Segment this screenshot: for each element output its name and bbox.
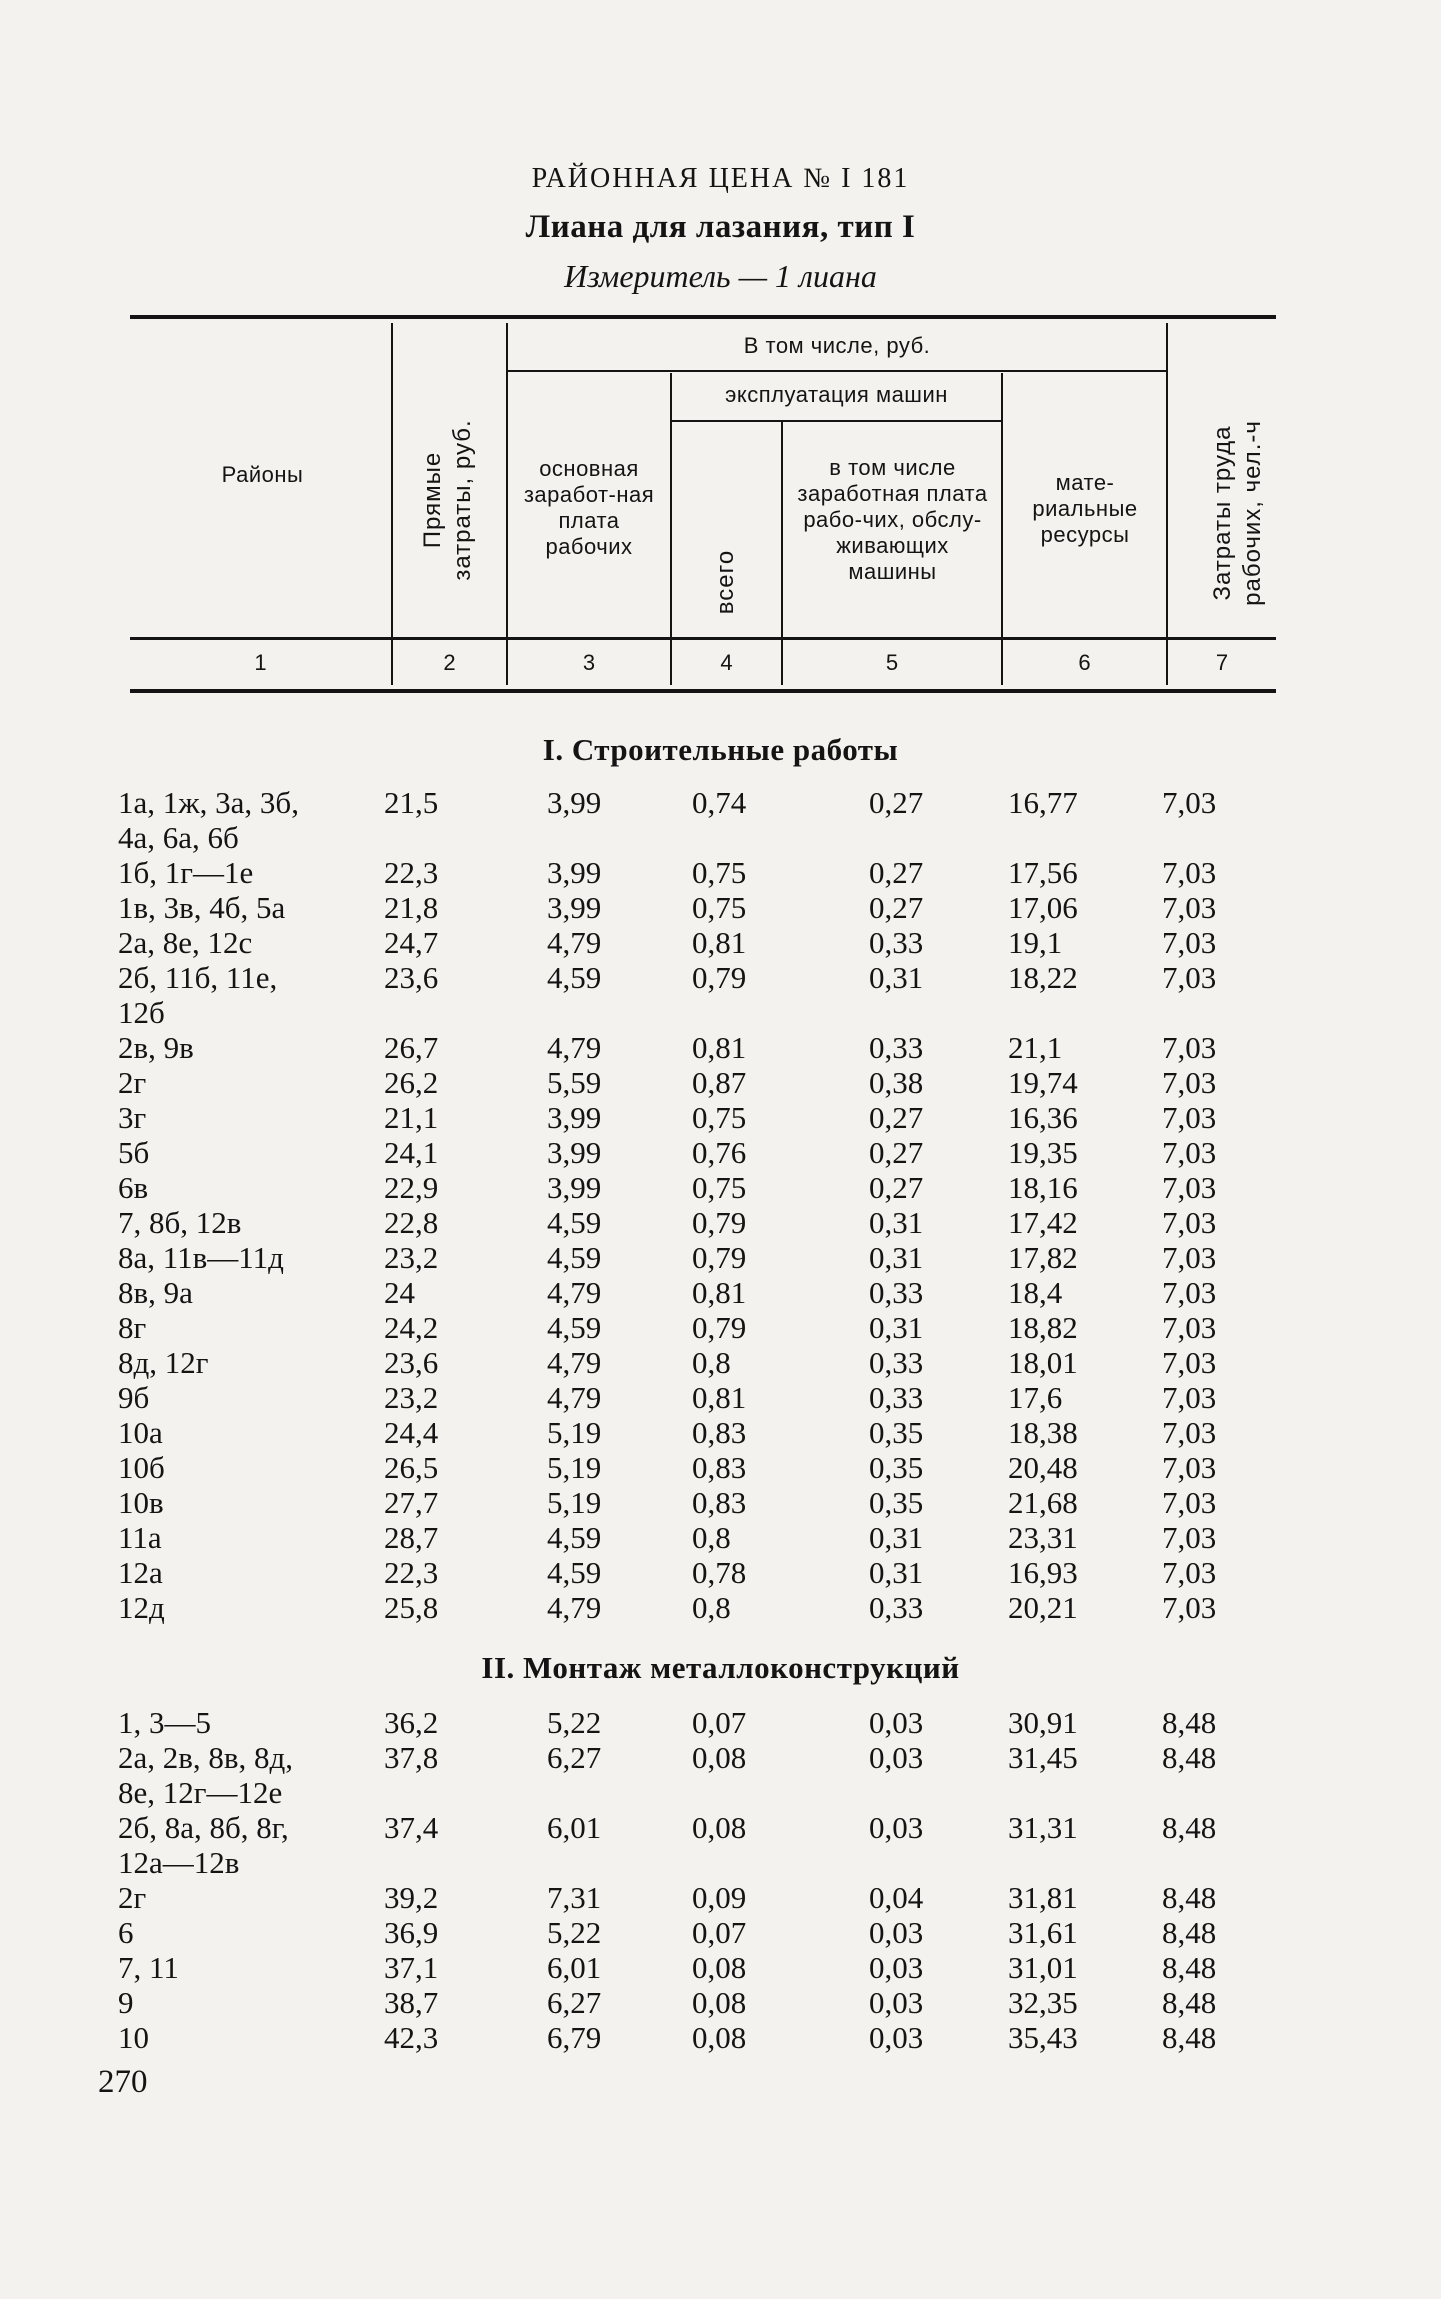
unit-of-measure: Измеритель — 1 лиана — [564, 258, 877, 294]
including-underline — [508, 370, 1166, 372]
direct-cell: 39,2 — [384, 1880, 439, 1915]
machines-underline — [672, 420, 1001, 422]
district-cell: 12д — [118, 1590, 165, 1625]
district-cell: 2б, 11б, 11е, — [118, 960, 278, 995]
labor-cell: 8,48 — [1162, 1880, 1217, 1915]
labor-cell: 8,48 — [1162, 2020, 1217, 2055]
table-row — [0, 960, 1441, 1030]
header-total: всего — [712, 549, 739, 615]
wages-cell: 6,01 — [547, 1810, 602, 1845]
direct-cell: 24,1 — [384, 1135, 439, 1170]
table-row — [0, 925, 1441, 960]
labor-cell: 7,03 — [1162, 1415, 1217, 1450]
direct-cell: 36,2 — [384, 1705, 439, 1740]
machines-cell: 0,08 — [692, 1985, 747, 2020]
machines-cell: 0,81 — [692, 1380, 747, 1415]
machines-cell: 0,75 — [692, 1170, 747, 1205]
column-number: 1 — [254, 650, 267, 675]
materials-cell: 23,31 — [1008, 1520, 1078, 1555]
table-row — [0, 1915, 1441, 1950]
labor-cell: 7,03 — [1162, 1310, 1217, 1345]
materials-cell: 19,35 — [1008, 1135, 1078, 1170]
district-cell-continued: 4а, 6а, 6б — [118, 820, 239, 855]
materials-cell: 17,82 — [1008, 1240, 1078, 1275]
machine-wages-cell: 0,27 — [869, 855, 924, 890]
materials-cell: 31,61 — [1008, 1915, 1078, 1950]
district-cell: 11а — [118, 1520, 162, 1555]
section-title: II. Монтаж металлоконструкций — [481, 1650, 960, 1685]
district-cell: 7, 8б, 12в — [118, 1205, 242, 1240]
labor-cell: 7,03 — [1162, 1240, 1217, 1275]
materials-cell: 31,81 — [1008, 1880, 1078, 1915]
district-cell: 9 — [118, 1985, 134, 2020]
district-cell: 3г — [118, 1100, 147, 1135]
materials-cell: 19,74 — [1008, 1065, 1078, 1100]
table-row — [0, 1100, 1441, 1135]
labor-cell: 7,03 — [1162, 1345, 1217, 1380]
machines-cell: 0,07 — [692, 1915, 747, 1950]
district-cell: 9б — [118, 1380, 150, 1415]
direct-cell: 38,7 — [384, 1985, 439, 2020]
materials-cell: 32,35 — [1008, 1985, 1078, 2020]
wages-cell: 4,59 — [547, 1240, 602, 1275]
wages-cell: 3,99 — [547, 1135, 602, 1170]
wages-cell: 4,79 — [547, 1030, 602, 1065]
district-cell: 1, 3—5 — [118, 1705, 211, 1740]
labor-cell: 7,03 — [1162, 1065, 1217, 1100]
col-divider-4 — [781, 420, 783, 685]
labor-cell: 7,03 — [1162, 1170, 1217, 1205]
labor-cell: 7,03 — [1162, 960, 1217, 995]
labor-cell: 7,03 — [1162, 1135, 1217, 1170]
district-cell: 8в, 9а — [118, 1275, 193, 1310]
district-cell: 2в, 9в — [118, 1030, 194, 1065]
labor-cell: 7,03 — [1162, 1590, 1217, 1625]
machines-cell: 0,08 — [692, 1810, 747, 1845]
header-labor: Затраты труда рабочих, чел.-ч — [1209, 420, 1266, 606]
district-cell: 10а — [118, 1415, 163, 1450]
direct-cell: 26,2 — [384, 1065, 439, 1100]
machine-wages-cell: 0,31 — [869, 1555, 924, 1590]
machine-wages-cell: 0,38 — [869, 1065, 924, 1100]
labor-cell: 7,03 — [1162, 1380, 1217, 1415]
direct-cell: 23,6 — [384, 960, 439, 995]
materials-cell: 18,16 — [1008, 1170, 1078, 1205]
district-cell: 1б, 1г—1е — [118, 855, 254, 890]
header-top-rule — [130, 315, 1276, 319]
wages-cell: 3,99 — [547, 1170, 602, 1205]
direct-cell: 24,2 — [384, 1310, 439, 1345]
col-divider-6 — [1166, 323, 1168, 685]
table-row — [0, 1985, 1441, 2020]
district-cell: 6 — [118, 1915, 134, 1950]
machines-cell: 0,75 — [692, 855, 747, 890]
machines-cell: 0,81 — [692, 1275, 747, 1310]
labor-cell: 7,03 — [1162, 1450, 1217, 1485]
table-row — [0, 1590, 1441, 1625]
district-cell: 1а, 1ж, 3а, 3б, — [118, 785, 299, 820]
materials-cell: 16,77 — [1008, 785, 1078, 820]
machines-cell: 0,79 — [692, 1310, 747, 1345]
machine-wages-cell: 0,03 — [869, 1740, 924, 1775]
machine-wages-cell: 0,35 — [869, 1485, 924, 1520]
district-cell: 10в — [118, 1485, 164, 1520]
district-cell: 8а, 11в—11д — [118, 1240, 284, 1275]
column-number: 5 — [885, 650, 899, 675]
machine-wages-cell: 0,03 — [869, 1915, 924, 1950]
machine-wages-cell: 0,31 — [869, 1310, 924, 1345]
direct-cell: 37,8 — [384, 1740, 439, 1775]
header-materials: мате-риальные ресурсы — [1032, 470, 1138, 547]
labor-cell: 7,03 — [1162, 1520, 1217, 1555]
table-row — [0, 1240, 1441, 1275]
machine-wages-cell: 0,03 — [869, 1985, 924, 2020]
direct-cell: 26,5 — [384, 1450, 439, 1485]
table-row — [0, 1950, 1441, 1985]
materials-cell: 31,45 — [1008, 1740, 1078, 1775]
header-districts: Районы — [221, 462, 304, 487]
column-number: 4 — [720, 650, 733, 675]
column-number: 3 — [582, 650, 596, 675]
district-cell-continued: 8е, 12г—12е — [118, 1775, 283, 1810]
wages-cell: 4,59 — [547, 1555, 602, 1590]
machine-wages-cell: 0,27 — [869, 1170, 924, 1205]
materials-cell: 17,6 — [1008, 1380, 1063, 1415]
table-row — [0, 1415, 1441, 1450]
district-cell: 6в — [118, 1170, 149, 1205]
col-divider-1 — [391, 323, 393, 685]
direct-cell: 22,3 — [384, 855, 439, 890]
machine-wages-cell: 0,31 — [869, 1240, 924, 1275]
table-row — [0, 1880, 1441, 1915]
wages-cell: 5,19 — [547, 1415, 602, 1450]
district-cell-continued: 12а—12в — [118, 1845, 240, 1880]
labor-cell: 8,48 — [1162, 1915, 1217, 1950]
materials-cell: 16,36 — [1008, 1100, 1078, 1135]
machine-wages-cell: 0,03 — [869, 1810, 924, 1845]
direct-cell: 42,3 — [384, 2020, 439, 2055]
materials-cell: 18,82 — [1008, 1310, 1078, 1345]
table-row — [0, 1345, 1441, 1380]
machine-wages-cell: 0,31 — [869, 960, 924, 995]
table-row — [0, 1275, 1441, 1310]
materials-cell: 35,43 — [1008, 2020, 1078, 2055]
direct-cell: 23,2 — [384, 1380, 439, 1415]
machine-wages-cell: 0,33 — [869, 1345, 924, 1380]
district-cell-continued: 12б — [118, 995, 165, 1030]
wages-cell: 5,19 — [547, 1485, 602, 1520]
district-cell: 2а, 2в, 8в, 8д, — [118, 1740, 294, 1775]
materials-cell: 21,68 — [1008, 1485, 1078, 1520]
labor-cell: 7,03 — [1162, 925, 1217, 960]
direct-cell: 37,1 — [384, 1950, 439, 1985]
labor-cell: 8,48 — [1162, 1740, 1217, 1775]
direct-cell: 22,3 — [384, 1555, 439, 1590]
machines-cell: 0,81 — [692, 1030, 747, 1065]
page-number: 270 — [98, 2064, 148, 2100]
machines-cell: 0,76 — [692, 1135, 747, 1170]
materials-cell: 17,06 — [1008, 890, 1078, 925]
machines-cell: 0,08 — [692, 2020, 747, 2055]
wages-cell: 5,22 — [547, 1915, 602, 1950]
direct-cell: 26,7 — [384, 1030, 439, 1065]
machines-cell: 0,79 — [692, 1205, 747, 1240]
wages-cell: 3,99 — [547, 890, 602, 925]
materials-cell: 19,1 — [1008, 925, 1063, 960]
district-cell: 10 — [118, 2020, 149, 2055]
machine-wages-cell: 0,27 — [869, 785, 924, 820]
direct-cell: 21,8 — [384, 890, 439, 925]
wages-cell: 6,27 — [547, 1740, 602, 1775]
labor-cell: 8,48 — [1162, 1985, 1217, 2020]
table-row — [0, 1555, 1441, 1590]
machines-cell: 0,08 — [692, 1950, 747, 1985]
machine-wages-cell: 0,04 — [869, 1880, 924, 1915]
header-bottom-rule — [130, 637, 1276, 640]
direct-cell: 37,4 — [384, 1810, 439, 1845]
table-row — [0, 1030, 1441, 1065]
table-row — [0, 1450, 1441, 1485]
header-direct-costs: Прямые затраты, руб. — [419, 419, 476, 581]
wages-cell: 6,79 — [547, 2020, 602, 2055]
wages-cell: 4,79 — [547, 1590, 602, 1625]
materials-cell: 18,22 — [1008, 960, 1078, 995]
district-cell: 7, 11 — [118, 1950, 179, 1985]
header-basic-wages: основная заработ-ная плата рабочих — [523, 456, 655, 559]
section-title: I. Строительные работы — [542, 732, 899, 767]
wages-cell: 4,59 — [547, 1310, 602, 1345]
machine-wages-cell: 0,27 — [869, 890, 924, 925]
district-cell: 2а, 8е, 12с — [118, 925, 253, 960]
machines-cell: 0,74 — [692, 785, 747, 820]
machines-cell: 0,8 — [692, 1590, 731, 1625]
machine-wages-cell: 0,27 — [869, 1100, 924, 1135]
labor-cell: 7,03 — [1162, 890, 1217, 925]
table-row — [0, 890, 1441, 925]
district-cell: 2г — [118, 1065, 147, 1100]
district-cell: 2г — [118, 1880, 147, 1915]
direct-cell: 22,8 — [384, 1205, 439, 1240]
machines-cell: 0,75 — [692, 1100, 747, 1135]
wages-cell: 4,79 — [547, 925, 602, 960]
labor-cell: 7,03 — [1162, 1100, 1217, 1135]
machine-wages-cell: 0,35 — [869, 1450, 924, 1485]
wages-cell: 4,79 — [547, 1275, 602, 1310]
labor-cell: 7,03 — [1162, 1485, 1217, 1520]
direct-cell: 24,4 — [384, 1415, 439, 1450]
wages-cell: 4,59 — [547, 960, 602, 995]
direct-cell: 27,7 — [384, 1485, 439, 1520]
column-number: 7 — [1215, 650, 1229, 675]
direct-cell: 28,7 — [384, 1520, 439, 1555]
header-machine-operation: эксплуатация машин — [725, 382, 948, 407]
machine-wages-cell: 0,03 — [869, 1705, 924, 1740]
direct-cell: 24 — [384, 1275, 415, 1310]
wages-cell: 4,59 — [547, 1520, 602, 1555]
machines-cell: 0,83 — [692, 1450, 747, 1485]
district-cell: 5б — [118, 1135, 150, 1170]
labor-cell: 8,48 — [1162, 1810, 1217, 1845]
table-row — [0, 1380, 1441, 1415]
machine-wages-cell: 0,35 — [869, 1415, 924, 1450]
machine-wages-cell: 0,03 — [869, 2020, 924, 2055]
table-row — [0, 855, 1441, 890]
machine-wages-cell: 0,31 — [869, 1520, 924, 1555]
column-number: 2 — [443, 650, 456, 675]
machine-wages-cell: 0,33 — [869, 1590, 924, 1625]
wages-cell: 4,79 — [547, 1345, 602, 1380]
machines-cell: 0,79 — [692, 1240, 747, 1275]
table-row — [0, 1705, 1441, 1740]
machines-cell: 0,78 — [692, 1555, 747, 1590]
district-cell: 1в, 3в, 4б, 5а — [118, 890, 286, 925]
materials-cell: 16,93 — [1008, 1555, 1078, 1590]
materials-cell: 31,31 — [1008, 1810, 1078, 1845]
wages-cell: 3,99 — [547, 855, 602, 890]
item-title: Лиана для лазания, тип I — [525, 209, 916, 245]
table-row — [0, 1520, 1441, 1555]
wages-cell: 3,99 — [547, 785, 602, 820]
materials-cell: 17,56 — [1008, 855, 1078, 890]
labor-cell: 7,03 — [1162, 855, 1217, 890]
wages-cell: 4,79 — [547, 1380, 602, 1415]
wages-cell: 6,01 — [547, 1950, 602, 1985]
materials-cell: 17,42 — [1008, 1205, 1078, 1240]
materials-cell: 21,1 — [1008, 1030, 1063, 1065]
direct-cell: 21,1 — [384, 1100, 439, 1135]
materials-cell: 20,21 — [1008, 1590, 1078, 1625]
machines-cell: 0,81 — [692, 925, 747, 960]
table-bottom-rule — [130, 689, 1276, 693]
table-row — [0, 1170, 1441, 1205]
machines-cell: 0,75 — [692, 890, 747, 925]
labor-cell: 8,48 — [1162, 1705, 1217, 1740]
machine-wages-cell: 0,03 — [869, 1950, 924, 1985]
wages-cell: 5,59 — [547, 1065, 602, 1100]
labor-cell: 7,03 — [1162, 1275, 1217, 1310]
table-row — [0, 1740, 1441, 1810]
table-row — [0, 1810, 1441, 1880]
labor-cell: 7,03 — [1162, 1205, 1217, 1240]
col-divider-5 — [1001, 373, 1003, 685]
direct-cell: 25,8 — [384, 1590, 439, 1625]
district-cell: 8г — [118, 1310, 147, 1345]
labor-cell: 8,48 — [1162, 1950, 1217, 1985]
materials-cell: 18,01 — [1008, 1345, 1078, 1380]
district-cell: 8д, 12г — [118, 1345, 209, 1380]
direct-cell: 23,2 — [384, 1240, 439, 1275]
table-row — [0, 1135, 1441, 1170]
wages-cell: 3,99 — [547, 1100, 602, 1135]
machine-wages-cell: 0,31 — [869, 1205, 924, 1240]
direct-cell: 23,6 — [384, 1345, 439, 1380]
machines-cell: 0,83 — [692, 1415, 747, 1450]
wages-cell: 6,27 — [547, 1985, 602, 2020]
machine-wages-cell: 0,27 — [869, 1135, 924, 1170]
table-row — [0, 785, 1441, 855]
table-row — [0, 1310, 1441, 1345]
direct-cell: 21,5 — [384, 785, 439, 820]
machines-cell: 0,09 — [692, 1880, 747, 1915]
machines-cell: 0,87 — [692, 1065, 747, 1100]
materials-cell: 18,4 — [1008, 1275, 1063, 1310]
materials-cell: 20,48 — [1008, 1450, 1078, 1485]
direct-cell: 22,9 — [384, 1170, 439, 1205]
machine-wages-cell: 0,33 — [869, 1275, 924, 1310]
machine-wages-cell: 0,33 — [869, 925, 924, 960]
labor-cell: 7,03 — [1162, 785, 1217, 820]
materials-cell: 31,01 — [1008, 1950, 1078, 1985]
machines-cell: 0,8 — [692, 1345, 731, 1380]
wages-cell: 5,19 — [547, 1450, 602, 1485]
wages-cell: 7,31 — [547, 1880, 602, 1915]
machine-wages-cell: 0,33 — [869, 1380, 924, 1415]
materials-cell: 30,91 — [1008, 1705, 1078, 1740]
wages-cell: 5,22 — [547, 1705, 602, 1740]
column-number: 6 — [1078, 650, 1091, 675]
direct-cell: 24,7 — [384, 925, 439, 960]
machines-cell: 0,79 — [692, 960, 747, 995]
machines-cell: 0,07 — [692, 1705, 747, 1740]
labor-cell: 7,03 — [1162, 1555, 1217, 1590]
header-including-wages: в том числе заработная плата рабо-чих, обслу-живающих машины — [797, 455, 988, 584]
col-divider-2 — [506, 323, 508, 685]
machines-cell: 0,8 — [692, 1520, 731, 1555]
direct-cell: 36,9 — [384, 1915, 439, 1950]
machines-cell: 0,83 — [692, 1485, 747, 1520]
machine-wages-cell: 0,33 — [869, 1030, 924, 1065]
materials-cell: 18,38 — [1008, 1415, 1078, 1450]
header-including-rub: В том числе, руб. — [743, 333, 931, 358]
machines-cell: 0,08 — [692, 1740, 747, 1775]
district-cell: 10б — [118, 1450, 165, 1485]
table-row — [0, 1485, 1441, 1520]
table-row — [0, 2020, 1441, 2055]
labor-cell: 7,03 — [1162, 1030, 1217, 1065]
price-line: РАЙОННАЯ ЦЕНА № I 181 — [531, 163, 910, 194]
table-row — [0, 1205, 1441, 1240]
table-row — [0, 1065, 1441, 1100]
district-cell: 2б, 8а, 8б, 8г, — [118, 1810, 289, 1845]
wages-cell: 4,59 — [547, 1205, 602, 1240]
district-cell: 12а — [118, 1555, 163, 1590]
